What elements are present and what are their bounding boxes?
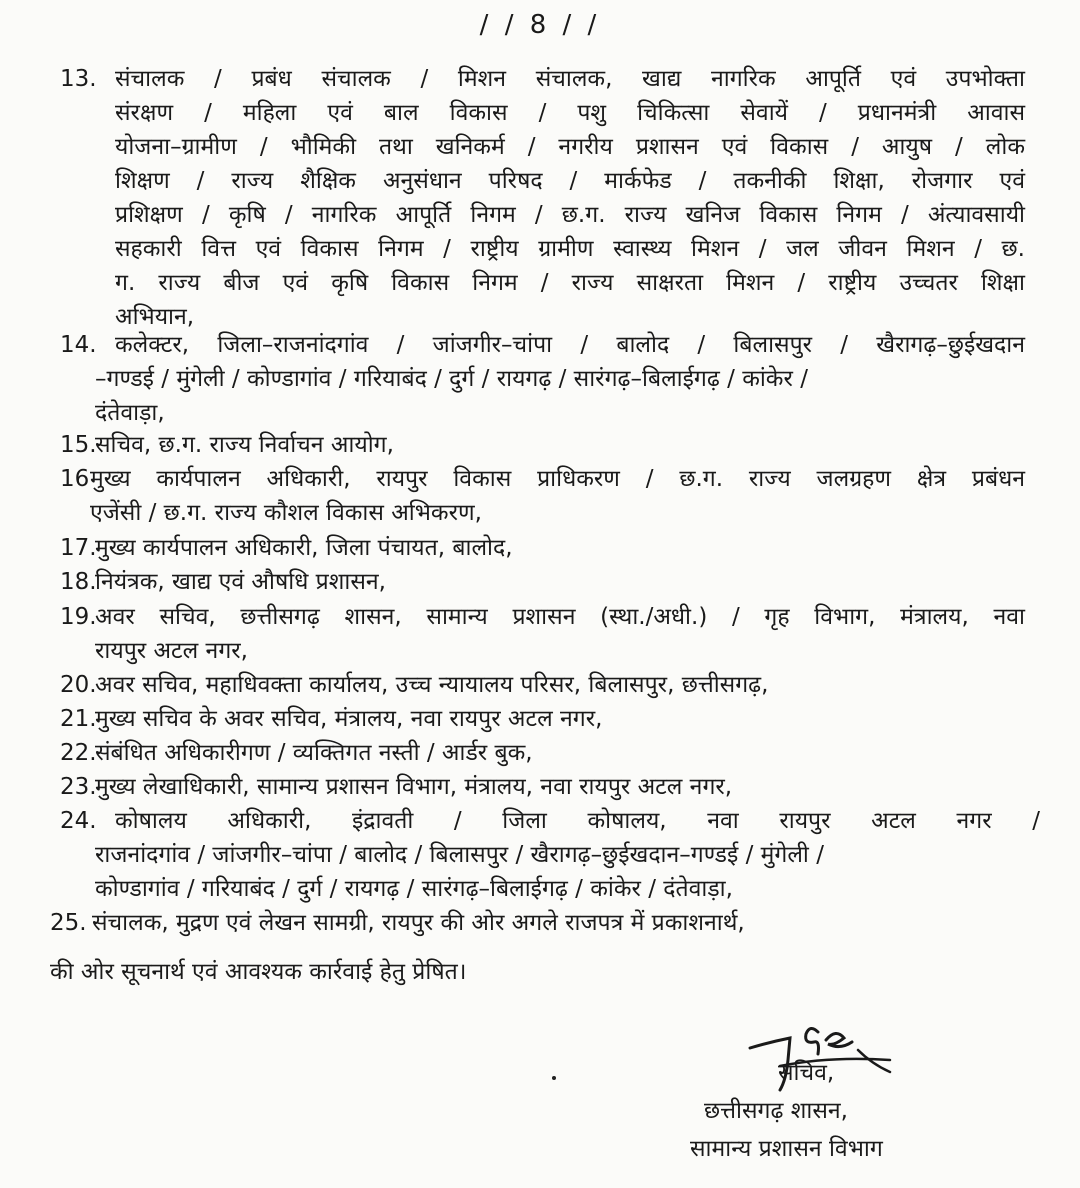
item-line: एजेंसी / छ.ग. राज्य कौशल विकास अभिकरण, [90, 500, 482, 526]
item-number: 24. [60, 808, 97, 834]
list-item-19 [60, 600, 1040, 668]
item-line: संचालक, मुद्रण एवं लेखन सामग्री, रायपुर की ओर अगले राजपत्र में प्रकाशनार्थ, [92, 910, 745, 936]
item-line: –गण्डई / मुंगेली / कोण्डागांव / गरियाबंद / दुर्ग / रायगढ़ / सारंगढ़–बिलाईगढ़ / कांकेर / [95, 366, 808, 392]
list-item-22 [60, 736, 1040, 770]
item-number: 13. [60, 66, 97, 92]
item-line: संचालक / प्रबंध संचालक / मिशन संचालक, खाद्य नागरिक आपूर्ति एवं उपभोक्ता [115, 66, 1025, 92]
item-line: संबंधित अधिकारीगण / व्यक्तिगत नस्ती / आर्डर बुक, [95, 740, 533, 766]
item-line: संरक्षण / महिला एवं बाल विकास / पशु चिकित्सा सेवायें / प्रधानमंत्री आवास [115, 100, 1025, 126]
item-number: 25. [50, 910, 87, 936]
item-line: नियंत्रक, खाद्य एवं औषधि प्रशासन, [95, 569, 386, 595]
item-line: कलेक्टर, जिला–राजनांदगांव / जांजगीर–चांपा / बालोद / बिलासपुर / खैरागढ़–छुईखदान [115, 332, 1025, 358]
list-item-16 [60, 462, 1040, 530]
list-item-23 [60, 770, 1040, 804]
signature-title: सचिव, [778, 1060, 835, 1086]
item-line: कोण्डागांव / गरियाबंद / दुर्ग / रायगढ़ / सारंगढ़–बिलाईगढ़ / कांकेर / दंतेवाड़ा, [95, 876, 733, 902]
item-line: मुख्य कार्यपालन अधिकारी, रायपुर विकास प्राधिकरण / छ.ग. राज्य जलग्रहण क्षेत्र प्रबंधन [90, 466, 1025, 492]
item-line: दंतेवाड़ा, [95, 400, 165, 426]
item-number: 15. [60, 432, 97, 458]
item-line: राजनांदगांव / जांजगीर–चांपा / बालोद / बिलासपुर / खैरागढ़–छुईखदान–गण्डई / मुंगेली / [95, 842, 824, 868]
ink-dot [552, 1076, 556, 1080]
item-line: प्रशिक्षण / कृषि / नागरिक आपूर्ति निगम / छ.ग. राज्य खनिज विकास निगम / अंत्यावसायी [115, 202, 1025, 228]
item-line: मुख्य लेखाधिकारी, सामान्य प्रशासन विभाग, मंत्रालय, नवा रायपुर अटल नगर, [95, 774, 733, 800]
list-item-20 [60, 668, 1040, 702]
list-item-17 [60, 531, 1040, 565]
item-number: 21. [60, 706, 97, 732]
signature-org: छत्तीसगढ़ शासन, [704, 1098, 848, 1124]
item-line: अवर सचिव, छत्तीसगढ़ शासन, सामान्य प्रशासन (स्था./अधी.) / गृह विभाग, मंत्रालय, नवा [95, 604, 1025, 630]
item-number: 22. [60, 740, 97, 766]
item-number: 14. [60, 332, 97, 358]
item-line: ग. राज्य बीज एवं कृषि विकास निगम / राज्य साक्षरता मिशन / राष्ट्रीय उच्चतर शिक्षा [115, 270, 1025, 296]
item-line: कोषालय अधिकारी, इंद्रावती / जिला कोषालय, नवा रायपुर अटल नगर / [115, 808, 1040, 834]
item-line: मुख्य कार्यपालन अधिकारी, जिला पंचायत, बालोद, [95, 535, 513, 561]
item-line: सचिव, छ.ग. राज्य निर्वाचन आयोग, [95, 432, 394, 458]
item-line: मुख्य सचिव के अवर सचिव, मंत्रालय, नवा रायपुर अटल नगर, [95, 706, 603, 732]
item-line: अभियान, [115, 304, 195, 330]
list-item-18 [60, 565, 1040, 599]
signature-dept: सामान्य प्रशासन विभाग [690, 1136, 883, 1162]
item-line: शिक्षण / राज्य शैक्षिक अनुसंधान परिषद / मार्कफेड / तकनीकी शिक्षा, रोजगार एवं [115, 168, 1025, 194]
list-item-21 [60, 702, 1040, 736]
list-item-14 [60, 328, 1040, 430]
list-item-25 [50, 906, 1040, 940]
closing-text: की ओर सूचनार्थ एवं आवश्यक कार्रवाई हेतु प्रेषित। [50, 959, 467, 985]
item-line: योजना–ग्रामीण / भौमिकी तथा खनिकर्म / नगरीय प्रशासन एवं विकास / आयुष / लोक [115, 134, 1025, 160]
list-item-15 [60, 428, 1040, 462]
item-number: 18. [60, 569, 97, 595]
item-line: रायपुर अटल नगर, [95, 638, 248, 664]
item-line: सहकारी वित्त एवं विकास निगम / राष्ट्रीय ग्रामीण स्वास्थ्य मिशन / जल जीवन मिशन / छ. [115, 236, 1025, 262]
item-number: 23. [60, 774, 97, 800]
closing-line [50, 955, 1040, 989]
item-number: 16 [60, 466, 90, 492]
list-item-13 [60, 62, 1040, 334]
item-number: 17. [60, 535, 97, 561]
item-number: 19. [60, 604, 97, 630]
page-number: / / 8 / / [479, 10, 601, 40]
list-item-24 [60, 804, 1040, 906]
item-number: 20. [60, 672, 97, 698]
item-line: अवर सचिव, महाधिवक्ता कार्यालय, उच्च न्यायालय परिसर, बिलासपुर, छत्तीसगढ़, [95, 672, 769, 698]
